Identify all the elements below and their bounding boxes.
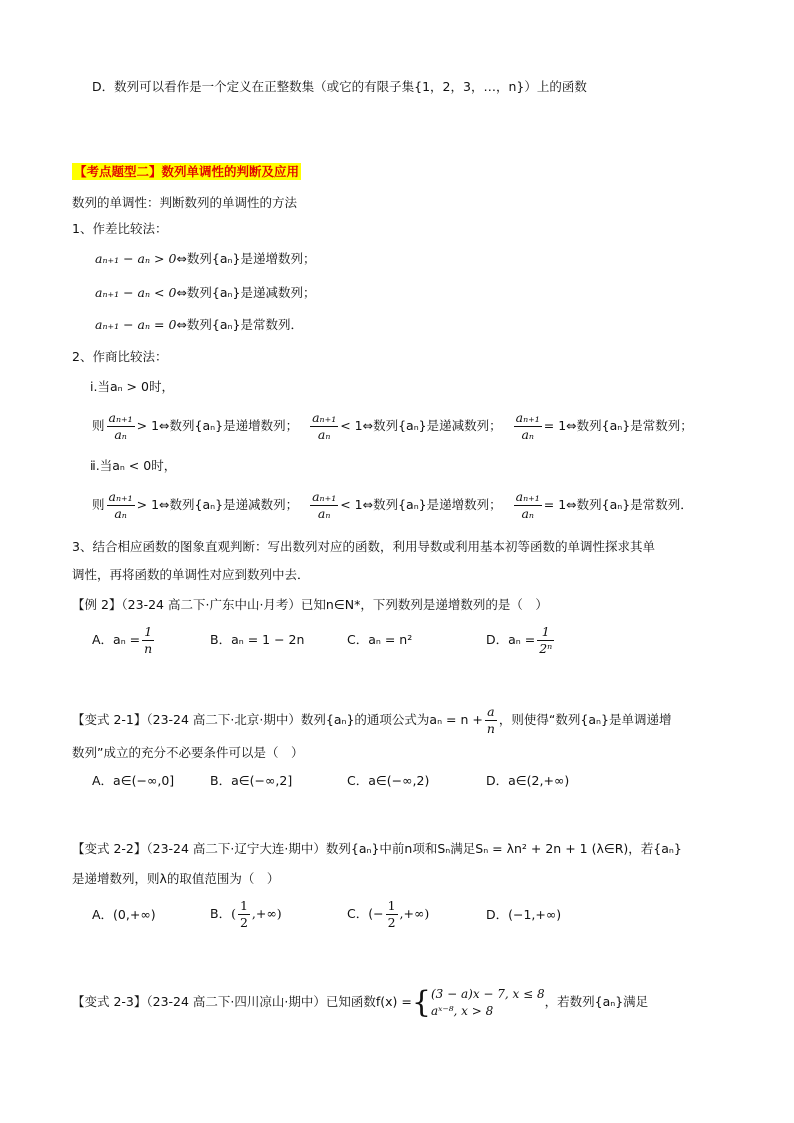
variant21-option-c[interactable]: C．a∈(−∞,2) <box>347 773 430 788</box>
method2-case1-line <box>92 406 693 446</box>
method2-case2-line <box>92 485 693 525</box>
ratio-fraction: $\frac{\text{aₙ₊₁}}{\text{aₙ}}$ <box>108 489 133 521</box>
variant21-option-a[interactable]: A．a∈(−∞,0] <box>92 773 175 788</box>
diff-expr: aₙ₊₁ − aₙ > 0 <box>95 251 177 266</box>
example2-option-a[interactable]: A．aₙ = $\frac{1}{n}$ <box>92 624 153 656</box>
intro-text: 数列的单调性：判断数列的单调性的方法 <box>72 195 298 210</box>
variant23-stem: 【变式 2-3】（23-24 高二下·四川凉山·期中）已知函数f(x) ={ (3 − a)x − 7, x ≤ 8 aˣ⁻⁸, x > 8 ，若数列{aₙ}满足 <box>72 984 649 1020</box>
variant21-option-d[interactable]: D．a∈(2,+∞) <box>486 773 570 788</box>
variant22-option-c[interactable]: C．(− $\frac{1}{2}$ ,+∞) <box>347 898 430 930</box>
example2-stem: 【例 2】（23-24 高二下·广东中山·月考）已知n∈N*，下列数列是递增数列的是（ ） <box>72 597 548 612</box>
ratio-text: = 1⇔数列{aₙ}是常数列． <box>543 497 693 512</box>
diff-text: ⇔数列{aₙ}是常数列． <box>176 317 303 332</box>
method1-line-2 <box>95 284 315 302</box>
ratio-text: > 1⇔数列{aₙ}是递增数列； <box>136 418 299 433</box>
method3-line-2: 调性，再将函数的单调性对应到数列中去． <box>72 567 310 582</box>
left-brace: { <box>411 984 431 1020</box>
method3-line-1: 3、结合相应函数的图象直观判断：写出数列对应的函数，利用导数或利用基本初等函数的单调性探求其单 <box>72 539 655 554</box>
diff-expr: aₙ₊₁ − aₙ = 0 <box>95 317 177 332</box>
piecewise-cases: (3 − a)x − 7, x ≤ 8 aˣ⁻⁸, x > 8 <box>430 986 545 1018</box>
variant21-stem: 【变式 2-1】（23-24 高二下·北京·期中）数列{aₙ}的通项公式为aₙ = n + $\frac{a}{n}$ ，则使得“数列{aₙ}是单调递增 <box>72 704 672 736</box>
then-prefix: 则 <box>92 418 105 433</box>
variant22-stem-2: 是递增数列，则λ的取值范围为（ ） <box>72 871 280 886</box>
option-d-text: D．数列可以看作是一个定义在正整数集（或它的有限子集{1，2，3，…，n}）上的函数 <box>92 79 587 94</box>
diff-expr: aₙ₊₁ − aₙ < 0 <box>95 285 177 300</box>
variant22-option-d[interactable]: D．(−1,+∞) <box>486 907 562 922</box>
variant22-option-b[interactable]: B．( $\frac{1}{2}$ ,+∞) <box>210 898 282 930</box>
ratio-fraction: $\frac{\text{aₙ₊₁}}{\text{aₙ}}$ <box>515 489 540 521</box>
example2-option-d[interactable]: D．aₙ = $\frac{1}{\text{2ⁿ}}$ <box>486 624 553 656</box>
variant21-option-b[interactable]: B．a∈(−∞,2] <box>210 773 293 788</box>
ratio-fraction: $\frac{\text{aₙ₊₁}}{\text{aₙ}}$ <box>312 489 337 521</box>
ratio-text: > 1⇔数列{aₙ}是递减数列； <box>136 497 299 512</box>
section-title <box>72 163 301 181</box>
ratio-text: = 1⇔数列{aₙ}是常数列； <box>543 418 693 433</box>
method2-title: 2、作商比较法： <box>72 349 168 364</box>
method2-case1: ⅰ.当aₙ > 0时， <box>90 379 174 394</box>
method1-line-3 <box>95 316 303 334</box>
variant21-stem-2: 数列”成立的充分不必要条件可以是（ ） <box>72 745 304 760</box>
diff-text: ⇔数列{aₙ}是递减数列； <box>176 285 316 300</box>
variant22-stem: 【变式 2-2】（23-24 高二下·辽宁大连·期中）数列{aₙ}中前n项和Sₙ满足Sₙ = λn² + 2n + 1 (λ∈R)，若{aₙ} <box>72 841 682 856</box>
method1-line-1 <box>95 250 315 268</box>
ratio-fraction: $\frac{\text{aₙ₊₁}}{\text{aₙ}}$ <box>312 410 337 442</box>
example2-option-b[interactable]: B．aₙ = 1 − 2n <box>210 632 305 647</box>
method1-title: 1、作差比较法： <box>72 221 168 236</box>
section-tag: 【考点题型二】数列单调性的判断及应用 <box>74 164 300 179</box>
then-prefix: 则 <box>92 497 105 512</box>
diff-text: ⇔数列{aₙ}是递增数列； <box>176 251 316 266</box>
method2-case2: ⅱ.当aₙ < 0时， <box>90 458 177 473</box>
ratio-text: < 1⇔数列{aₙ}是递增数列； <box>340 497 502 512</box>
example2-option-c[interactable]: C．aₙ = n² <box>347 632 413 647</box>
ratio-text: < 1⇔数列{aₙ}是递减数列； <box>340 418 502 433</box>
variant22-option-a[interactable]: A．(0,+∞) <box>92 907 156 922</box>
ratio-fraction: $\frac{\text{aₙ₊₁}}{\text{aₙ}}$ <box>515 410 540 442</box>
ratio-fraction: $\frac{\text{aₙ₊₁}}{\text{aₙ}}$ <box>108 410 133 442</box>
